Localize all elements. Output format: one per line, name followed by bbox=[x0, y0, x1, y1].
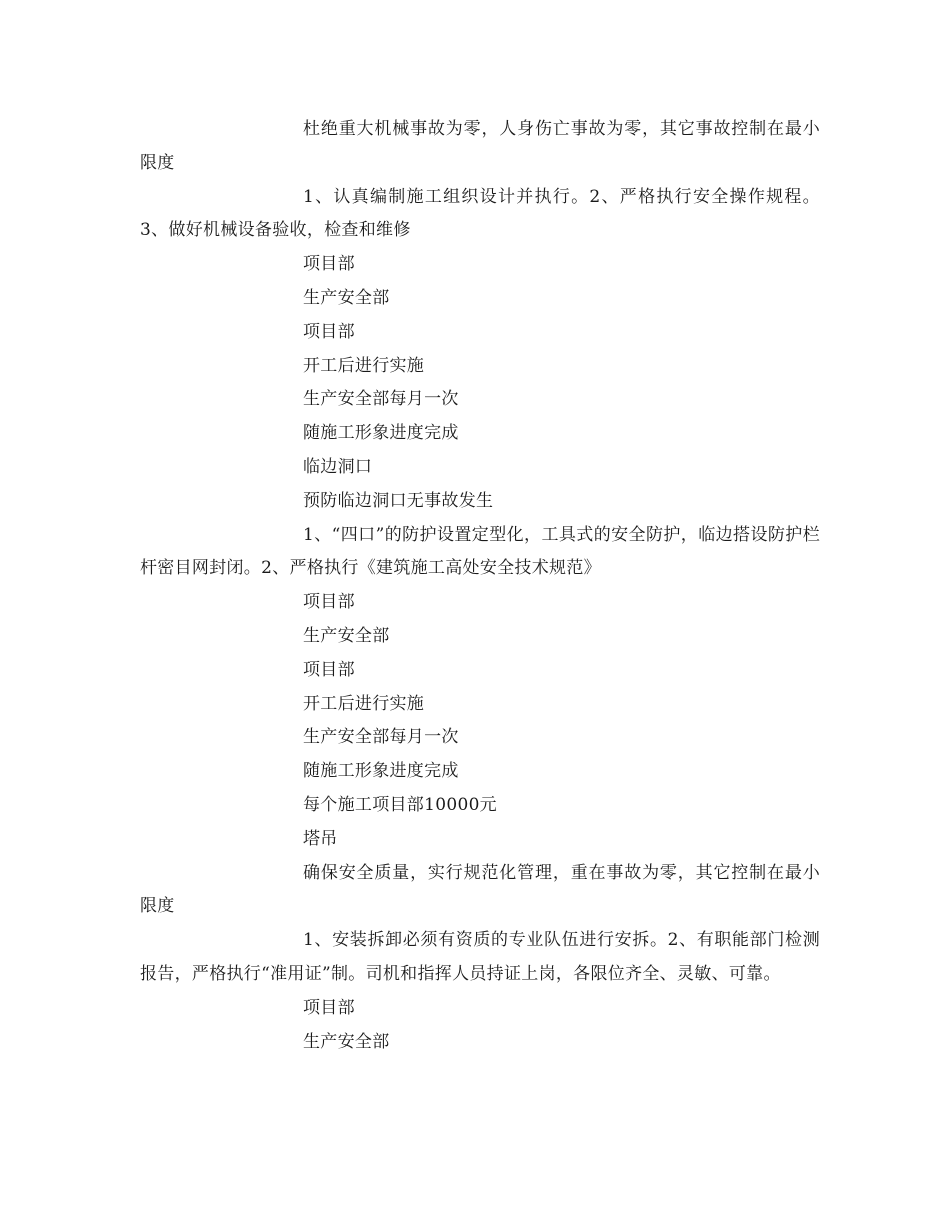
paragraph: 随施工形象进度完成 bbox=[303, 423, 459, 444]
paragraph: 确保安全质量，实行规范化管理，重在事故为零，其它控制在最小限度 bbox=[140, 862, 820, 917]
document-body bbox=[140, 113, 820, 1059]
paragraph: 1、安装拆卸必须有资质的专业队伍进行安拆。2、有职能部门检测报告，严格执行“准用证”制。司机和指挥人员持证上岗，各限位齐全、灵敏、可靠。 bbox=[140, 930, 820, 984]
paragraph: 项目部 bbox=[303, 659, 355, 680]
paragraph: 生产安全部每月一次 bbox=[303, 727, 459, 748]
paragraph: 项目部 bbox=[303, 254, 355, 275]
paragraph: 1、“四口”的防护设置定型化，工具式的安全防护，临边搭设防护栏杆密目网封闭。2、严格执行《建筑施工高处安全技术规范》 bbox=[140, 524, 820, 579]
paragraph: 预防临边洞口无事故发生 bbox=[303, 490, 494, 511]
paragraph: 开工后进行实施 bbox=[303, 693, 425, 714]
paragraph: 生产安全部 bbox=[303, 1031, 390, 1052]
paragraph: 生产安全部 bbox=[303, 287, 390, 308]
paragraph: 1、认真编制施工组织设计并执行。2、严格执行安全操作规程。3、做好机械设备验收，检查和维修 bbox=[140, 186, 820, 241]
paragraph: 随施工形象进度完成 bbox=[303, 761, 459, 782]
paragraph: 项目部 bbox=[303, 592, 355, 613]
paragraph: 生产安全部每月一次 bbox=[303, 389, 459, 410]
paragraph: 每个施工项目部10000元 bbox=[303, 794, 497, 815]
paragraph: 开工后进行实施 bbox=[303, 355, 425, 376]
paragraph: 项目部 bbox=[303, 997, 355, 1018]
paragraph: 生产安全部 bbox=[303, 625, 390, 646]
paragraph: 项目部 bbox=[303, 321, 355, 342]
paragraph: 塔吊 bbox=[303, 828, 338, 849]
paragraph: 杜绝重大机械事故为零，人身伤亡事故为零，其它事故控制在最小限度 bbox=[140, 119, 820, 173]
paragraph: 临边洞口 bbox=[303, 456, 373, 477]
